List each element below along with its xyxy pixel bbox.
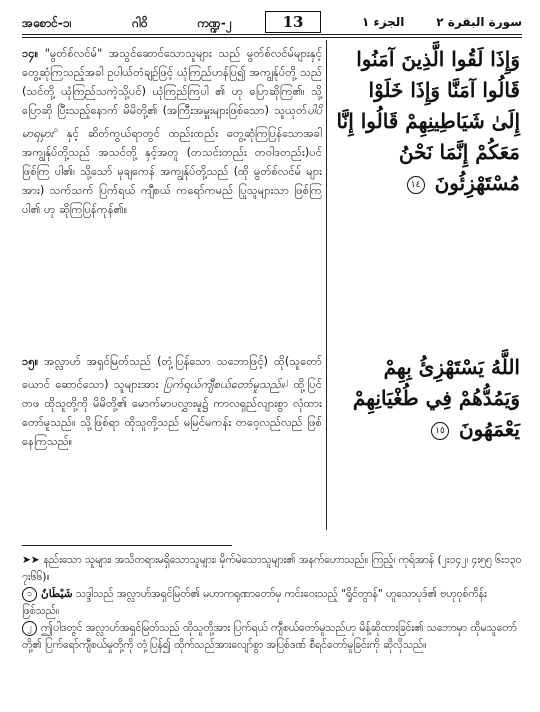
footnote-2	[22, 586, 522, 620]
verse-text: နှင့် ဆိတ်ကွယ်ရာတွင် ထည်းထည်း တွေ့ဆုံကြပြန်သောအခါ အကျွန်ုပ်တို့သည် အသင်တို့ နှင့်အတူ (တသင်းတည်း တဝါဒတည်း)ပင် ဖြစ်ကြ ပါ၏၊ သို့သော် မုချကေန် အကျွန်ုပ်တို့သည် (ထို မွတ်စ်လင်မ် များအား) သက်သက် ပြက်ရယ် ကျီစယ် ကရော်ကမည် ပြုသူများသာ ဖြစ်ကြပါ၏ ဟု ဆိုကြပြန်ကုန်၏။	[22, 126, 322, 216]
ayah-number-marker: ١٤	[407, 176, 425, 194]
footnote-rule	[22, 545, 232, 546]
arabic-verse-15	[325, 352, 520, 445]
arabic-line	[325, 168, 520, 199]
footnote-number: ၁	[22, 587, 37, 602]
footnote-3	[22, 620, 522, 654]
footnote-1	[22, 552, 522, 586]
footnote-ref[interactable]: ၁	[53, 125, 59, 134]
juz-label: ဂါ၀ိ	[132, 16, 148, 30]
arabic-line: وَيَمُدُّهُمْ فِي طُغْيَانِهِمْ	[352, 386, 520, 410]
footnote-text: သဒ္ဒါသည် အလ္လာဟ်အရှင်မြတ်၏ မဟာကရုဏာတော်မှ ကင်းဝေးသည့် "ရှိုင်တွာန်" ဟူသောပုဒ်၏ ဗဟုဝုစ်ကိန်းဖြစ်သည်။	[22, 588, 487, 617]
footnote-text: နည်းသော သူများ၊ အသိတရားမရှိသောသူများ၊ မိုက်မဲသောသူများ၏ အနက်ဟောသည်။ ကြည့်၊ ကုရ်အာန် (၂း၁၄၂၊ ၄း၅၅ ၆း၁၃၀ ၇း၆၆)။	[22, 554, 522, 583]
arabic-line	[325, 414, 520, 445]
arabic-verse-14	[325, 44, 520, 199]
page-number: 13	[265, 11, 321, 33]
footnote-arabic-term: شَيْطَانٌ	[41, 588, 73, 600]
footnote-ref[interactable]: ၂	[284, 376, 289, 385]
arrow-marker-icon: ➤➤	[22, 554, 40, 566]
ayah-number-marker: ١٥	[431, 422, 449, 440]
verse-number: ၁၅။	[22, 355, 39, 368]
arabic-line: إِلَىٰ شَيَاطِينِهِمْ قَالُوا إِنَّا	[336, 109, 520, 133]
surah-title: سورة البقرة ٢	[436, 15, 522, 29]
verse-italic-text: ပြက်ရယ်ကျီစယ်တော်မူသည်။	[163, 377, 285, 391]
arabic-line-text: مُسْتَهْزِئُونَ	[434, 171, 520, 195]
footnote-text: ဤပါဒတွင် အလ္လာဟ်အရှင်မြတ်သည် ထိုသူတို့အား ပြက်ရယ် ကျီစယ်တော်မူသည်ဟု မိန့်ဆိုထားခြင်း၏ သဘောမှာ ထိုမသူတော်တို့၏ ပြက်ရော်ကျီစယ်မှုတို့ကို တုံ့ပြန်၍ ထိုက်သည်အားလျော်စွာ အပြစ်ဒဏ် စီရင်တော်မူခြင်းကို ဆိုလိုသည်။	[22, 622, 517, 651]
footnote-number: ၂	[22, 621, 37, 636]
arabic-line: مَعَكُمْ إِنَّمَا نَحْنُ	[398, 140, 520, 164]
juz-mm-label: ကဏ္ဍ-၂	[197, 16, 232, 30]
verse-italic-text: ပါပိမာရမှား	[22, 104, 322, 140]
verse-number: ၁၄။	[22, 47, 39, 60]
header-rule	[22, 34, 522, 35]
juz-arabic-label: الجزء ١	[362, 15, 405, 29]
arabic-line: اللَّهُ يَسْتَهْزِئُ بِهِمْ	[383, 355, 520, 379]
verse-text: ထို့ပြင် တဖ ထိုသူတို့ကို မိမိတို့၏ မောက်မာပလွှားမှု၌ ကာလရှည်လျားစွာ လုံထားတော်မူသည်။ သို့ဖြစ်ရာ ထိုသူတို့သည် မမြင်မကန်း တဝေ့လည်လည် ဖြစ် နေကြသည်။	[22, 377, 322, 448]
arabic-line: قَالُوا آمَنَّا وَإِذَا خَلَوْا	[368, 78, 520, 102]
arabic-line-text: يَعْمَهُونَ	[458, 417, 520, 441]
page-header	[22, 12, 522, 34]
volume-label: အစောင်-၁၊	[22, 16, 72, 30]
verse-14-translation	[22, 44, 322, 219]
verse-text: အလ္လာဟ် အရှင်မြတ်သည် (တုံ့ပြန်သော သဘောဖြင့်) ထို(သူတော်ယောင် ဆောင်သော) သူများအား	[22, 355, 322, 391]
verse-text: "မွတ်စ်လင်မ်" အသွင်ဆောင်သောသူများ သည် မွတ်စ်လင်မ်များနှင့် တွေ့ဆုံကြသည့်အခါ ဥပါယ်တံချဉ်ဖြင့် ယုံကြည်ဟန်ပြ၍ အကျွန်ုပ်တို့ သည် (သင်တို့ ယုံကြည်သကဲ့သို့ပင်) ယုံကြည်ကြပါ ၏ ဟု ပြောဆိုကြ၏၊ သို့ ပြောဆို ပြီးသည့်နောက် မိမိတို့၏ (အကြီးအမှူးများဖြစ်သော) သူယုတ်	[22, 47, 322, 117]
arabic-line: وَإِذَا لَقُوا الَّذِينَ آمَنُوا	[356, 47, 520, 71]
header-rule-thin	[22, 37, 522, 38]
verse-15-translation	[22, 352, 322, 451]
footnotes	[22, 552, 522, 654]
